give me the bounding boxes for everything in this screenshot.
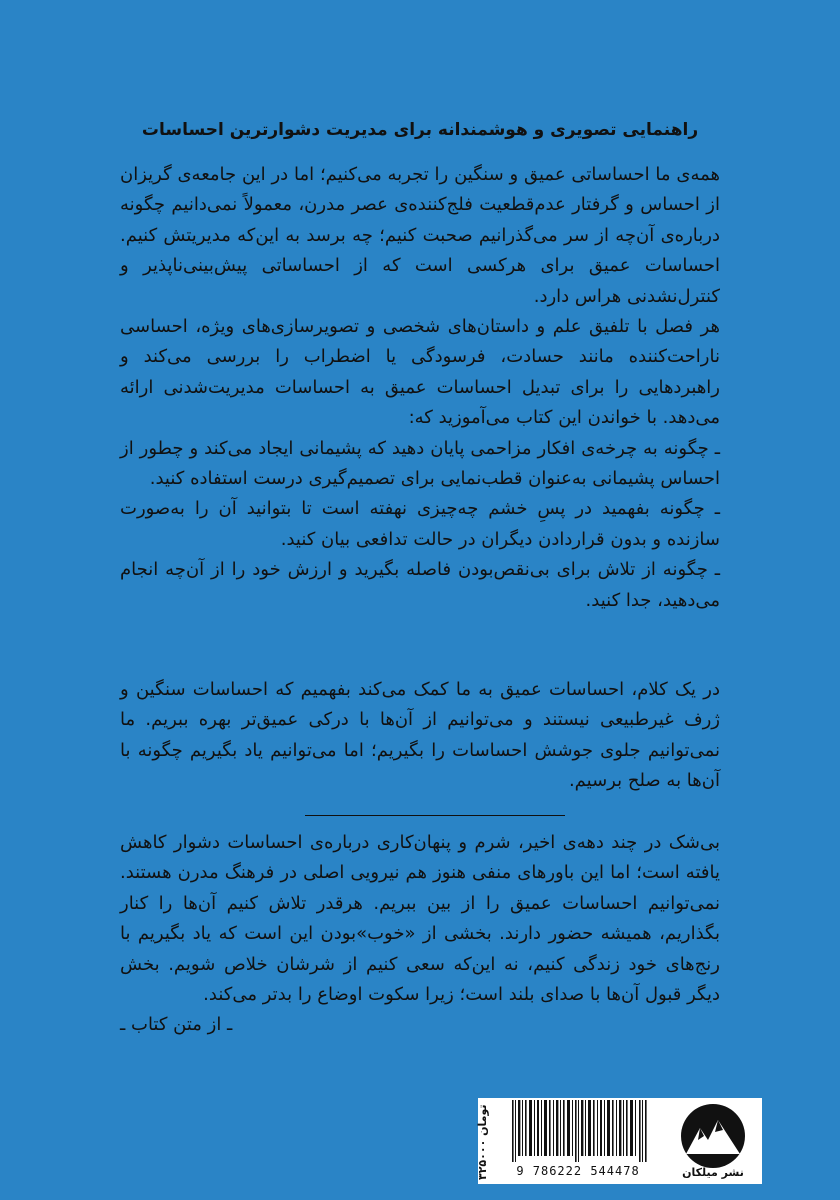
section-divider: [305, 815, 565, 816]
bullet-item: ـ چگونه به چرخه‌ی افکار مزاحمی پایان دهید که پشیمانی ایجاد می‌کند و چطور از احساس پشیمانی به‌عنوان قطب‌نمایی برای تصمیم‌گیری درست استفاده کنید.: [120, 437, 720, 490]
excerpt-block: [120, 828, 720, 1041]
book-subtitle: راهنمایی تصویری و هوشمندانه برای مدیریت دشوارترین احساسات: [141, 120, 699, 140]
isbn-number: 9 786222 544478: [516, 1164, 640, 1178]
paragraph: در یک کلام، احساسات عمیق به ما کمک می‌کند بفهمیم که احساسات سنگین و ژرف غیرطبیعی نیستند و می‌توانیم از آن‌ها با درکی عمیق‌تر بهره ببریم. ما نمی‌توانیم جلوی جوشش احساسات را بگیریم؛ اما می‌توانیم یاد بگیریم چگونه با آن‌ها به صلح برسیم.: [120, 679, 720, 792]
price-label: ۳۲۵۰۰۰ تومان: [476, 1104, 489, 1180]
paragraph: هر فصل با تلفیق علم و داستان‌های شخصی و تصویرسازی‌های ویژه، احساسی ناراحت‌کننده مانند حسادت، فرسودگی یا اضطراب را بررسی می‌کند و راهبردهایی را برای تبدیل احساسات عمیق به احساسات مدیریت‌شدنی ارائه می‌دهد. با خواندن این کتاب می‌آموزید که:: [120, 316, 720, 429]
attribution: ـ از متن کتاب ـ: [120, 1014, 233, 1036]
publisher-name: نشر میلکان: [682, 1166, 744, 1179]
bullet-item: ـ چگونه بفهمید در پسِ خشم چه‌چیزی نهفته است تا بتوانید آن را به‌صورت سازنده و بدون قراردادن دیگران در حالت تدافعی بیان کنید.: [120, 498, 720, 550]
paragraph: بی‌شک در چند دهه‌ی اخیر، شرم و پنهان‌کاری درباره‌ی احساسات دشوار کاهش یافته است؛ اما این باورهای منفی هنوز هم نیرویی اصلی در فرهنگ مدرن هستند. نمی‌توانیم احساسات عمیق را از بین ببریم. هرقدر تلاش کنیم آن‌ها را کنار بگذاریم، همیشه حضور دارند. بخشی از «خوب»بودن این است که یاد بگیریم با رنج‌های خود زندگی کنیم، نه این‌که سعی کنیم از شرشان خلاص شویم. بخش دیگر قبول آن‌ها با صدای بلند است؛ زیرا سکوت اوضاع را بدتر می‌کند.: [120, 832, 720, 1006]
barcode: [510, 1100, 650, 1162]
summary-paragraph: [120, 675, 720, 797]
paragraph: همه‌ی ما احساساتی عمیق و سنگین را تجربه می‌کنیم؛ اما در این جامعه‌ی گریزان از احساس و گرفتار عدم‌قطعیت فلج‌کننده‌ی عصر مدرن، معمولاً نمی‌دانیم چگونه درباره‌ی آن‌چه از سر می‌گذرانیم صحبت کنیم؛ چه برسد به این‌که مدیریتش کنیم. احساسات عمیق برای هرکسی است که از احساساتی پیش‌بینی‌ناپذیر و کنترل‌نشدنی هراس دارد.: [120, 164, 720, 307]
bullet-item: ـ چگونه از تلاش برای بی‌نقص‌بودن فاصله بگیرید و ارزش خود را از آن‌چه انجام می‌دهید، جدا کنید.: [120, 559, 720, 611]
description-block: [120, 160, 720, 616]
